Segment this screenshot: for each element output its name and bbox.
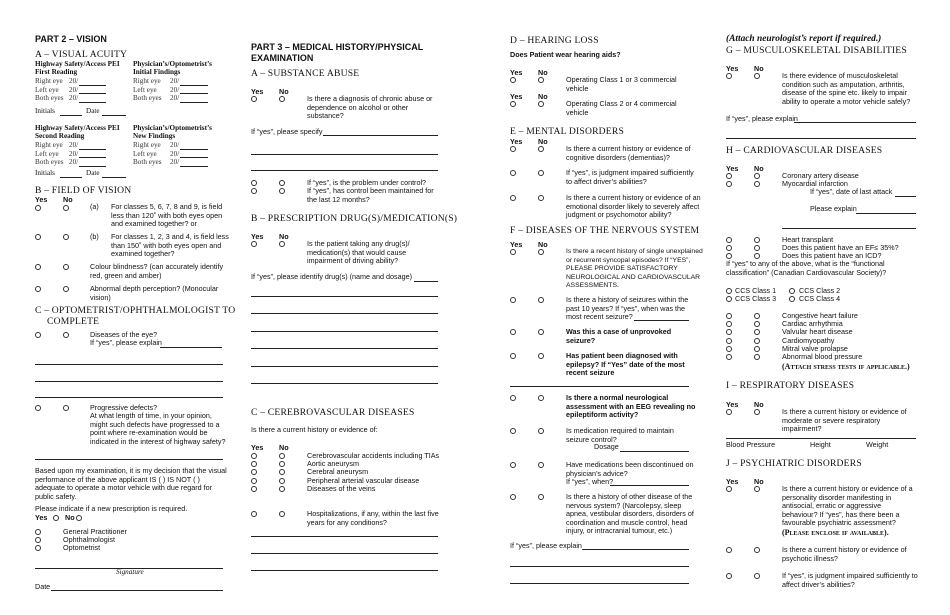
acuity-20-hwy1: 20/ 20/ 20/ <box>69 77 79 102</box>
ccs2-label: CCS Class 2 <box>799 286 841 295</box>
a2-text: If “yes”, is the problem under control? <box>307 178 427 187</box>
i1-no-radio[interactable] <box>754 409 760 415</box>
e-yes-header: Yes <box>510 137 523 146</box>
e1-yes-radio[interactable] <box>510 146 516 152</box>
part2-title: PART 2 – VISION <box>35 34 107 44</box>
column-3 <box>500 0 722 615</box>
e3-text: Is there a current history or evidence of an emotional disorder likely to severely affect judgment or psychomotor ability? <box>566 193 701 220</box>
j1-yes-radio[interactable] <box>726 486 732 492</box>
c-item-4-no[interactable] <box>279 478 285 484</box>
h-no-header: No <box>754 164 764 173</box>
acuity-input-hwy2-b[interactable] <box>79 166 106 167</box>
c-item-2-yes[interactable] <box>251 461 257 467</box>
psychiatric-heading: J – PSYCHIATRIC DISORDERS <box>726 458 862 469</box>
acuity-input-hwy1-r[interactable] <box>79 85 106 86</box>
h-item-1-no[interactable] <box>754 313 760 319</box>
f-explain-label: If “yes”, please explain <box>510 541 582 550</box>
f7-when-input[interactable] <box>610 485 689 486</box>
a-line-1[interactable] <box>251 154 438 155</box>
b1-yes-radio[interactable] <box>251 241 257 247</box>
c-item-2: Aortic aneurysm <box>307 459 359 468</box>
f-line-2[interactable] <box>510 583 689 584</box>
c-line-3[interactable] <box>251 570 438 571</box>
j1-text: Is there a current history or evidence of a personality disorder manifesting in antisocial, erratic or aggressive behaviour? If “yes”, has there been a favourable psychiatric assessment? <box>782 484 913 528</box>
f1-text: Is there a recent history of single unexplained or recurrent syncopal episodes? If “YES”, PLEASE PROVIDE SATISFACTORY NEUROLOGICAL AND CARDIOVASCULAR ASSESSMENTS. <box>566 248 703 290</box>
j1-no-radio[interactable] <box>754 486 760 492</box>
date-label-2: Date <box>86 169 100 177</box>
hearing-loss-heading: D – HEARING LOSS <box>510 35 599 46</box>
f2-text: Is there a history of seizures within the past 10 years? If “yes”, when was the most recent seizure? <box>566 295 689 322</box>
initials-input-1[interactable] <box>60 115 82 116</box>
a2-no-radio[interactable] <box>279 180 285 186</box>
h2-yes-radio[interactable] <box>726 181 732 187</box>
j2-yes-radio[interactable] <box>726 547 732 553</box>
initials-label-2: Initials <box>35 169 55 177</box>
ccs4-radio[interactable] <box>789 296 795 302</box>
h-item-3: Valvular heart disease <box>782 327 853 336</box>
initials-label-1: Initials <box>35 107 55 115</box>
optometrist-radio[interactable] <box>35 545 41 551</box>
f8-no-radio[interactable] <box>538 494 544 500</box>
column-part3 <box>240 0 500 615</box>
f6-dosage-input[interactable] <box>620 451 689 452</box>
c1-line-2[interactable] <box>35 381 223 382</box>
h2-no-radio[interactable] <box>754 181 760 187</box>
b-line-6[interactable] <box>251 383 438 384</box>
b-line-1[interactable] <box>251 296 438 297</box>
acuity-input-hwy1-b[interactable] <box>79 102 106 103</box>
acuity-rows-hwy1: Right eye Left eye Both eyes <box>35 77 64 102</box>
blood-pressure-label: Blood Pressure <box>726 440 776 449</box>
c-yes-header: Yes <box>251 443 264 452</box>
h-item-2-no[interactable] <box>754 321 760 327</box>
f8-text: Is there a history of other disease of the nervous system? (Narcolepsy, sleep apnea, vestibular disorders, disorders of coordination and muscle control, head injury, or intracranial tumour, etc.) <box>566 492 694 536</box>
ccs1-label: CCS Class 1 <box>735 286 777 295</box>
c-item-1-no[interactable] <box>279 453 285 459</box>
f7-no-radio[interactable] <box>538 462 544 468</box>
f4-no-radio[interactable] <box>538 353 544 359</box>
f7-text: Have medications been discontinued on physician’s advice? <box>566 460 694 478</box>
b-no-header: No <box>279 232 289 241</box>
acuity-input-phys2-r[interactable] <box>180 149 208 150</box>
j2-text: Is there a current history or evidence of psychotic illness? <box>782 545 907 563</box>
acuity-input-hwy1-l[interactable] <box>79 93 106 94</box>
c-hosp-text: Hospitalizations, if any, within the last five years for any conditions? <box>307 509 439 527</box>
c-no-header: No <box>279 443 289 452</box>
acuity-rows-hwy2: Right eye Left eye Both eyes <box>35 141 64 166</box>
c-item-2-no[interactable] <box>279 461 285 467</box>
weight-label: Weight <box>866 440 889 449</box>
ophthalmologist-radio[interactable] <box>35 537 41 543</box>
b1-text: Is the patient taking any drug(s)/ medication(s) that would cause impairment of driving ability? <box>307 239 410 266</box>
colour-no-radio[interactable] <box>63 264 69 270</box>
h4-text: Does this patient have an EF≤ 35%? <box>782 243 899 252</box>
e2-no-radio[interactable] <box>538 170 544 176</box>
e1-no-radio[interactable] <box>538 146 544 152</box>
date-input-1[interactable] <box>102 115 126 116</box>
optometrist-heading: C – OPTOMETRIST/OPHTHALMOLOGIST TO COMPLETE <box>35 305 236 327</box>
e3-yes-radio[interactable] <box>510 195 516 201</box>
f4-yes-radio[interactable] <box>510 353 516 359</box>
h-functional-text: If “yes” to any of the above, what is the “functional classification” (Canadian Cardiovascular Society)? <box>726 259 887 277</box>
i1-yes-radio[interactable] <box>726 409 732 415</box>
stress-test-note: (Attach stress tests if applicable.) <box>782 362 910 371</box>
h-item-4-yes[interactable] <box>726 338 732 344</box>
c-item-5-no[interactable] <box>279 486 285 492</box>
f6-no-radio[interactable] <box>538 428 544 434</box>
c-hosp-yes[interactable] <box>251 511 257 517</box>
h-explain-line[interactable] <box>782 228 916 229</box>
c-item-3-no[interactable] <box>279 469 285 475</box>
h3-yes-radio[interactable] <box>726 237 732 243</box>
acuity-input-phys1-b[interactable] <box>180 102 208 103</box>
f4-line[interactable] <box>510 386 689 387</box>
acuity-input-phys1-r[interactable] <box>180 85 208 86</box>
e1-text: Is there a current history or evidence of cognitive disorders (dementias)? <box>566 144 691 162</box>
nervous-system-heading: F – DISEASES OF THE NERVOUS SYSTEM <box>510 225 700 236</box>
date-label-final: Date <box>35 582 51 591</box>
acuity-20-phys2: 20/ 20/ 20/ <box>170 141 180 166</box>
prescription-no-radio[interactable] <box>76 515 82 521</box>
j-enclose-note: (Please enclose if available). <box>782 528 889 537</box>
c-item-1: Cerebrovascular accidents including TIAs <box>307 451 440 460</box>
g1-yes-radio[interactable] <box>726 73 732 79</box>
d-yes-header-2: Yes <box>510 92 523 101</box>
h2-date-input[interactable] <box>895 196 916 197</box>
c1-no-radio[interactable] <box>63 332 69 338</box>
date-label-1: Date <box>86 107 100 115</box>
f6-dosage-label: Dosage <box>594 442 619 451</box>
a2-yes-radio[interactable] <box>251 180 257 186</box>
hwy-second-reading-label: Highway Safety/Access PEI Second Reading <box>35 124 120 140</box>
depth-yes-radio[interactable] <box>35 286 41 292</box>
b-line-5[interactable] <box>251 366 438 367</box>
c-item-3: Cerebral aneurysm <box>307 467 369 476</box>
d1-yes-radio[interactable] <box>510 77 516 83</box>
f6-yes-radio[interactable] <box>510 428 516 434</box>
h-item-5: Mitral valve prolapse <box>782 344 848 353</box>
respiratory-heading: I – RESPIRATORY DISEASES <box>726 380 855 391</box>
h-item-2: Cardiac arrhythmia <box>782 319 843 328</box>
a1-yes-radio[interactable] <box>251 96 257 102</box>
c-item-4-yes[interactable] <box>251 478 257 484</box>
a1-no-radio[interactable] <box>279 96 285 102</box>
h1-no-radio[interactable] <box>754 173 760 179</box>
j2-no-radio[interactable] <box>754 547 760 553</box>
g1-text: Is there evidence of musculoskeletal condition such as amputation, arthritis, disease of the spine etc. likely to impair ability to operate a motor vehicle safely? <box>782 71 911 106</box>
c-intro: Is there a current history or evidence of: <box>251 425 378 434</box>
d-yes-header-1: Yes <box>510 68 523 77</box>
g-explain-label: If “yes”, please explain <box>726 114 798 123</box>
c2-yes-radio[interactable] <box>35 405 41 411</box>
vitals-line[interactable] <box>726 438 916 439</box>
f8-yes-radio[interactable] <box>510 494 516 500</box>
h-item-2-yes[interactable] <box>726 321 732 327</box>
j3-no-radio[interactable] <box>754 573 760 579</box>
acuity-rows-phys1: Right eye Left eye Both eyes <box>133 77 162 102</box>
j-no-header: No <box>754 477 764 486</box>
acuity-rows-phys2: Right eye Left eye Both eyes <box>133 141 162 166</box>
prescription-text: Please indicate if a new prescription is required. <box>35 504 188 513</box>
d-no-header-2: No <box>538 92 548 101</box>
ccs2-radio[interactable] <box>789 288 795 294</box>
hwy-first-reading-label: Highway Safety/Access PEI First Reading <box>35 60 120 76</box>
h-item-1: Congestive heart failure <box>782 311 858 320</box>
b-a-no-radio[interactable] <box>63 205 69 211</box>
date-input-2[interactable] <box>102 177 126 178</box>
f7-when-label: If “yes”, when? <box>566 477 614 486</box>
b-yes-header: Yes <box>251 232 264 241</box>
h3-no-radio[interactable] <box>754 237 760 243</box>
initials-input-2[interactable] <box>60 177 82 178</box>
f-explain-input[interactable] <box>582 549 689 550</box>
c2-text: Progressive defects? <box>90 403 158 412</box>
p3-no-header: No <box>279 87 289 96</box>
h-item-4: Cardiomyopathy <box>782 336 835 345</box>
acuity-input-hwy2-r[interactable] <box>79 149 106 150</box>
h-item-6-no[interactable] <box>754 354 760 360</box>
c1-line-3[interactable] <box>35 397 223 398</box>
f3-text: Was this a case of unprovoked seizure? <box>566 327 672 345</box>
prescription-yes-radio[interactable] <box>53 515 59 521</box>
h1-text: Coronary artery disease <box>782 171 859 180</box>
acuity-20-hwy2: 20/ 20/ 20/ <box>69 141 79 166</box>
c-item-5-yes[interactable] <box>251 486 257 492</box>
b-line-3[interactable] <box>251 331 438 332</box>
b-a-yes-radio[interactable] <box>35 205 41 211</box>
j3-text: If “yes”, is judgment impaired sufficiently to affect driver’s abilities? <box>782 571 918 589</box>
c-item-1-yes[interactable] <box>251 453 257 459</box>
f3-yes-radio[interactable] <box>510 329 516 335</box>
f1-no-radio[interactable] <box>538 249 544 255</box>
g-line[interactable] <box>726 138 916 139</box>
ccs3-radio[interactable] <box>726 296 732 302</box>
acuity-input-phys2-l[interactable] <box>180 157 208 158</box>
c1-yes-radio[interactable] <box>35 332 41 338</box>
b-line-2[interactable] <box>251 313 438 314</box>
g-no-header: No <box>754 64 764 73</box>
e2-yes-radio[interactable] <box>510 170 516 176</box>
c-item-4: Peripheral arterial vascular disease <box>307 476 420 485</box>
f3-no-radio[interactable] <box>538 329 544 335</box>
b-b-text: For classes 1, 2, 3 and 4, is field less than 150˚ with both eyes open and examined together? <box>111 232 229 259</box>
c-item-3-yes[interactable] <box>251 469 257 475</box>
f5-no-radio[interactable] <box>538 395 544 401</box>
a1-text: Is there a diagnosis of chronic abuse or dependence on alcohol or other substance? <box>307 94 433 121</box>
no-header: No <box>63 195 73 204</box>
yes-header: Yes <box>35 195 48 204</box>
h-yes-header: Yes <box>726 164 739 173</box>
acuity-input-phys1-l[interactable] <box>180 93 208 94</box>
a-line-2[interactable] <box>251 170 438 171</box>
date-input-final[interactable] <box>51 590 223 591</box>
f2-yes-radio[interactable] <box>510 297 516 303</box>
f7-yes-radio[interactable] <box>510 462 516 468</box>
f6-text: Is medication required to maintain seizure control? <box>566 426 674 444</box>
h-item-3-yes[interactable] <box>726 329 732 335</box>
h-item-3-no[interactable] <box>754 329 760 335</box>
a3-no-radio[interactable] <box>279 188 285 194</box>
c2-no-radio[interactable] <box>63 405 69 411</box>
h2-text: Myocardial infarction <box>782 179 848 188</box>
d2-yes-radio[interactable] <box>510 101 516 107</box>
c2-line[interactable] <box>35 459 223 460</box>
acuity-input-phys2-b[interactable] <box>180 166 208 167</box>
g1-no-radio[interactable] <box>754 73 760 79</box>
acuity-input-hwy2-l[interactable] <box>79 157 106 158</box>
d2-no-radio[interactable] <box>538 101 544 107</box>
b-identify-label: If “yes”, please identify drug(s) (name and dosage) <box>251 272 412 281</box>
b-b-yes-radio[interactable] <box>35 234 41 240</box>
h-item-6-yes[interactable] <box>726 354 732 360</box>
f-line-1[interactable] <box>510 566 689 567</box>
f4-text: Has patient been diagnosed with epilepsy? If “Yes” date of the most recent seizure <box>566 351 685 378</box>
h5-text: Does this patient have an ICD? <box>782 251 882 260</box>
d1-text: Operating Class 1 or 3 commercial vehicle <box>566 75 677 93</box>
g-yes-header: Yes <box>726 64 739 73</box>
h-explain-input[interactable] <box>856 213 916 214</box>
c1-explain-label: If “yes”, please explain <box>90 338 162 347</box>
e-no-header: No <box>538 137 548 146</box>
i-yes-header: Yes <box>726 400 739 409</box>
b-b-tag: (b) <box>90 232 99 241</box>
phys-new-findings-label: Physician’s/Optometrist’s New Findings <box>133 124 212 140</box>
column-part2 <box>0 0 240 615</box>
cerebrovascular-heading: C – CEREBROVASCULAR DISEASES <box>251 407 415 418</box>
i1-text: Is there a current history or evidence of moderate or severe respiratory impairment? <box>782 407 907 434</box>
f2-input[interactable] <box>634 320 689 321</box>
h-explain-label: Please explain <box>810 204 857 213</box>
c-line-1[interactable] <box>251 536 438 537</box>
i-no-header: No <box>754 400 764 409</box>
h-item-4-no[interactable] <box>754 338 760 344</box>
a-specify-input[interactable] <box>323 135 438 136</box>
a-specify-label: If “yes”, please specify <box>251 127 323 136</box>
field-of-vision-heading: B – FIELD OF VISION <box>35 185 132 196</box>
f5-yes-radio[interactable] <box>510 395 516 401</box>
cardiovascular-heading: H – CARDIOVASCULAR DISEASES <box>726 145 883 156</box>
decision-text: Based upon my examination, it is my decision that the visual performance of the above applicant IS ( ) IS NOT ( ) adequate to operate a motor vehicle with due regard for public safety. <box>35 466 227 501</box>
ccs3-label: CCS Class 3 <box>735 294 777 303</box>
h-item-5-no[interactable] <box>754 346 760 352</box>
f2-no-radio[interactable] <box>538 297 544 303</box>
h-item-5-yes[interactable] <box>726 346 732 352</box>
c1-explain-input[interactable] <box>160 347 222 348</box>
e2-text: If “yes”, is judgment impaired sufficiently to affect driver’s abilities? <box>566 168 694 186</box>
phys-initial-findings-label: Physician’s/Optometrist’s Initial Findings <box>133 60 212 76</box>
signature-label: Signature <box>116 568 144 576</box>
d1-no-radio[interactable] <box>538 77 544 83</box>
c-line-2[interactable] <box>251 553 438 554</box>
f-no-header: No <box>538 240 548 249</box>
b-a-tag: (a) <box>90 202 99 211</box>
f-yes-header: Yes <box>510 240 523 249</box>
h-item-6: Abnormal blood pressure <box>782 352 863 361</box>
colour-yes-radio[interactable] <box>35 264 41 270</box>
height-label: Height <box>810 440 831 449</box>
part3-title: PART 3 – MEDICAL HISTORY/PHYSICAL EXAMINATION <box>251 42 424 63</box>
gp-label: General Practitioner <box>63 527 127 536</box>
c1-line-1[interactable] <box>35 364 223 365</box>
f1-yes-radio[interactable] <box>510 249 516 255</box>
d2-text: Operating Class 2 or 4 commercial vehicle <box>566 99 677 117</box>
h-item-1-yes[interactable] <box>726 313 732 319</box>
depth-text: Abnormal depth perception? (Monocular vision) <box>90 284 219 302</box>
f5-text: Is there a normal neurological assessment with an EEG revealing no epileptiform activity? <box>566 393 696 420</box>
b-a-text: For classes 5, 6, 7, 8 and 9, is field less than 120˚ with both eyes open and examined together? or <box>111 202 223 229</box>
h2-date-label: If “yes”, date of last attack <box>810 187 893 196</box>
column-4 <box>722 0 950 615</box>
optometrist-label: Optometrist <box>63 543 101 552</box>
h4-yes-radio[interactable] <box>726 245 732 251</box>
c2-detail: At what length of time, in your opinion, might such defects have progressed to a point where re-examination would be indicated in the interest of highway safety? <box>90 411 226 446</box>
visual-acuity-heading: A – VISUAL ACUITY <box>35 49 128 60</box>
prescription-no-label: No <box>65 513 75 522</box>
musculoskeletal-heading: G – MUSCULOSKELETAL DISABILITIES <box>726 45 907 56</box>
mental-disorders-heading: E – MENTAL DISORDERS <box>510 126 625 137</box>
b-b-no-radio[interactable] <box>63 234 69 240</box>
d-no-header-1: No <box>538 68 548 77</box>
substance-abuse-heading: A – SUBSTANCE ABUSE <box>251 68 360 79</box>
a3-text: If “yes”, has control been maintained for the last 12 months? <box>307 186 434 204</box>
a3-yes-radio[interactable] <box>251 188 257 194</box>
b-identify-input[interactable] <box>414 281 438 282</box>
j3-yes-radio[interactable] <box>726 573 732 579</box>
e3-no-radio[interactable] <box>538 195 544 201</box>
h4-no-radio[interactable] <box>754 245 760 251</box>
prescription-drugs-heading: B – PRESCRIPTION DRUG(S)/MEDICATION(S) <box>251 213 458 224</box>
c-item-5: Diseases of the veins <box>307 484 376 493</box>
b1-no-radio[interactable] <box>279 241 285 247</box>
h1-yes-radio[interactable] <box>726 173 732 179</box>
colour-text: Colour blindness? (can accurately identify red, green and amber) <box>90 262 224 280</box>
ccs1-radio[interactable] <box>726 288 732 294</box>
acuity-20-phys1: 20/ 20/ 20/ <box>170 77 180 102</box>
j-yes-header: Yes <box>726 477 739 486</box>
h3-text: Heart transplant <box>782 235 834 244</box>
c-hosp-no[interactable] <box>279 511 285 517</box>
prescription-yes-label: Yes <box>35 513 48 522</box>
ophthalmologist-label: Ophthalmologist <box>63 535 115 544</box>
gp-radio[interactable] <box>35 529 41 535</box>
ccs4-label: CCS Class 4 <box>799 294 841 303</box>
g-explain-input[interactable] <box>794 122 916 123</box>
attach-neurologist-note: (Attach neurologist’s report if required.) <box>726 34 882 44</box>
b-line-4[interactable] <box>251 348 438 349</box>
p3-yes-header: Yes <box>251 87 264 96</box>
hearing-aid-question: Does Patient wear hearing aids? <box>510 50 621 59</box>
c1-text: Diseases of the eye? <box>90 330 158 339</box>
depth-no-radio[interactable] <box>63 286 69 292</box>
